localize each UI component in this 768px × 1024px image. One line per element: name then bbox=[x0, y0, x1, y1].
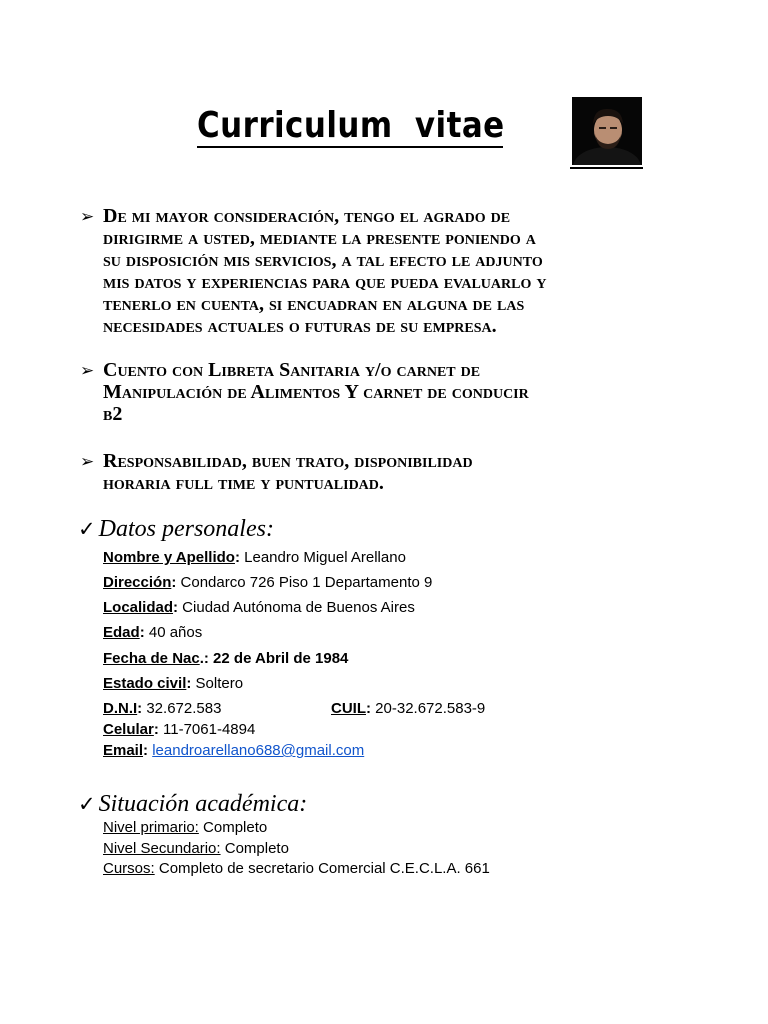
title-underline bbox=[197, 146, 503, 148]
field-primary bbox=[103, 819, 267, 837]
field-age-value: 40 años bbox=[144, 624, 203, 641]
field-cuil: CUIL: 20-32.672.583-9 bbox=[331, 700, 486, 717]
arrow-bullet-icon: ➢ bbox=[80, 452, 95, 472]
field-address-label: Dirección bbox=[103, 574, 172, 591]
field-courses-value: Completo de secretario Comercial C.E.C.L.A. 661 bbox=[154, 860, 490, 877]
field-primary-value: Completo bbox=[198, 819, 268, 836]
bullet-intro-text: De mi mayor consideración, tengo el agrado de dirigirme a usted, mediante la presente poniendo a su disposición mis servicios, a tal efecto le adjunto mis datos y experiencias para que pueda evaluarlo y tenerlo en cuenta, si encuadran en alguna de las necesidades actuales o futuras de su empresa. bbox=[103, 205, 547, 337]
field-name-value: Leandro Miguel Arellano bbox=[239, 549, 406, 566]
field-email-label: Email bbox=[103, 742, 144, 759]
field-email: Email: leandroarellano688@gmail.com bbox=[103, 742, 365, 759]
field-civil-label: Estado civil bbox=[103, 675, 187, 692]
photo-rule bbox=[570, 167, 643, 169]
field-dni: D.N.I: 32.672.583 bbox=[103, 700, 222, 717]
field-cell-value: 11-7061-4894 bbox=[158, 721, 256, 738]
field-name-label: Nombre y Apellido bbox=[103, 549, 235, 566]
profile-photo-image bbox=[572, 97, 642, 165]
field-secondary bbox=[103, 840, 289, 858]
field-age: Edad: 40 años bbox=[103, 624, 203, 641]
email-link[interactable]: leandroarellano688@gmail.com bbox=[152, 742, 365, 759]
field-civil: Estado civil: Soltero bbox=[103, 675, 244, 692]
cv-title: Curriculum vitae bbox=[197, 105, 505, 146]
field-cell-label: Celular bbox=[103, 721, 154, 738]
field-cell: Celular: 11-7061-4894 bbox=[103, 721, 256, 738]
bullet-licenses bbox=[80, 359, 680, 425]
bullet-licenses-text: Cuento con Libreta Sanitaria y/o carnet de Manipulación de Alimentos Y carnet de conducir b2 bbox=[103, 359, 529, 425]
field-age-label: Edad bbox=[103, 624, 140, 641]
academic-heading-text: Situación académica: bbox=[98, 791, 308, 817]
arrow-bullet-icon: ➢ bbox=[80, 361, 95, 381]
check-icon: ✓ bbox=[78, 792, 96, 816]
bullet-qualities bbox=[80, 450, 680, 494]
field-name: Nombre y Apellido: Leandro Miguel Arellano bbox=[103, 549, 406, 566]
field-address: Dirección: Condarco 726 Piso 1 Departamento 9 bbox=[103, 574, 433, 591]
academic-heading bbox=[78, 790, 307, 818]
field-courses bbox=[103, 860, 490, 878]
field-birth-value: .: 22 de Abril de 1984 bbox=[199, 650, 349, 667]
field-secondary-label: Nivel Secundario: bbox=[103, 840, 221, 857]
field-birth-label: Fecha de Nac bbox=[103, 650, 200, 667]
field-courses-label: Cursos: bbox=[103, 860, 155, 877]
field-civil-value: Soltero bbox=[191, 675, 244, 692]
field-dni-value: 32.672.583 bbox=[142, 700, 222, 717]
field-cuil-label: CUIL bbox=[331, 700, 366, 717]
bullet-qualities-text: Responsabilidad, buen trato, disponibilidad horaria full time y puntualidad. bbox=[103, 450, 473, 494]
bullet-intro bbox=[80, 205, 680, 337]
field-locality: Localidad: Ciudad Autónoma de Buenos Aires bbox=[103, 599, 415, 616]
field-dni-label: D.N.I bbox=[103, 700, 138, 717]
field-locality-label: Localidad bbox=[103, 599, 174, 616]
field-primary-label: Nivel primario: bbox=[103, 819, 199, 836]
personal-heading bbox=[78, 515, 274, 543]
field-secondary-value: Completo bbox=[220, 840, 289, 857]
personal-heading-text: Datos personales: bbox=[98, 516, 274, 542]
field-birth bbox=[103, 650, 348, 668]
arrow-bullet-icon: ➢ bbox=[80, 207, 95, 227]
field-locality-value: Ciudad Autónoma de Buenos Aires bbox=[178, 599, 415, 616]
check-icon: ✓ bbox=[78, 517, 96, 541]
profile-photo bbox=[572, 97, 642, 165]
field-cuil-value: 20-32.672.583-9 bbox=[371, 700, 486, 717]
field-address-value: Condarco 726 Piso 1 Departamento 9 bbox=[176, 574, 433, 591]
